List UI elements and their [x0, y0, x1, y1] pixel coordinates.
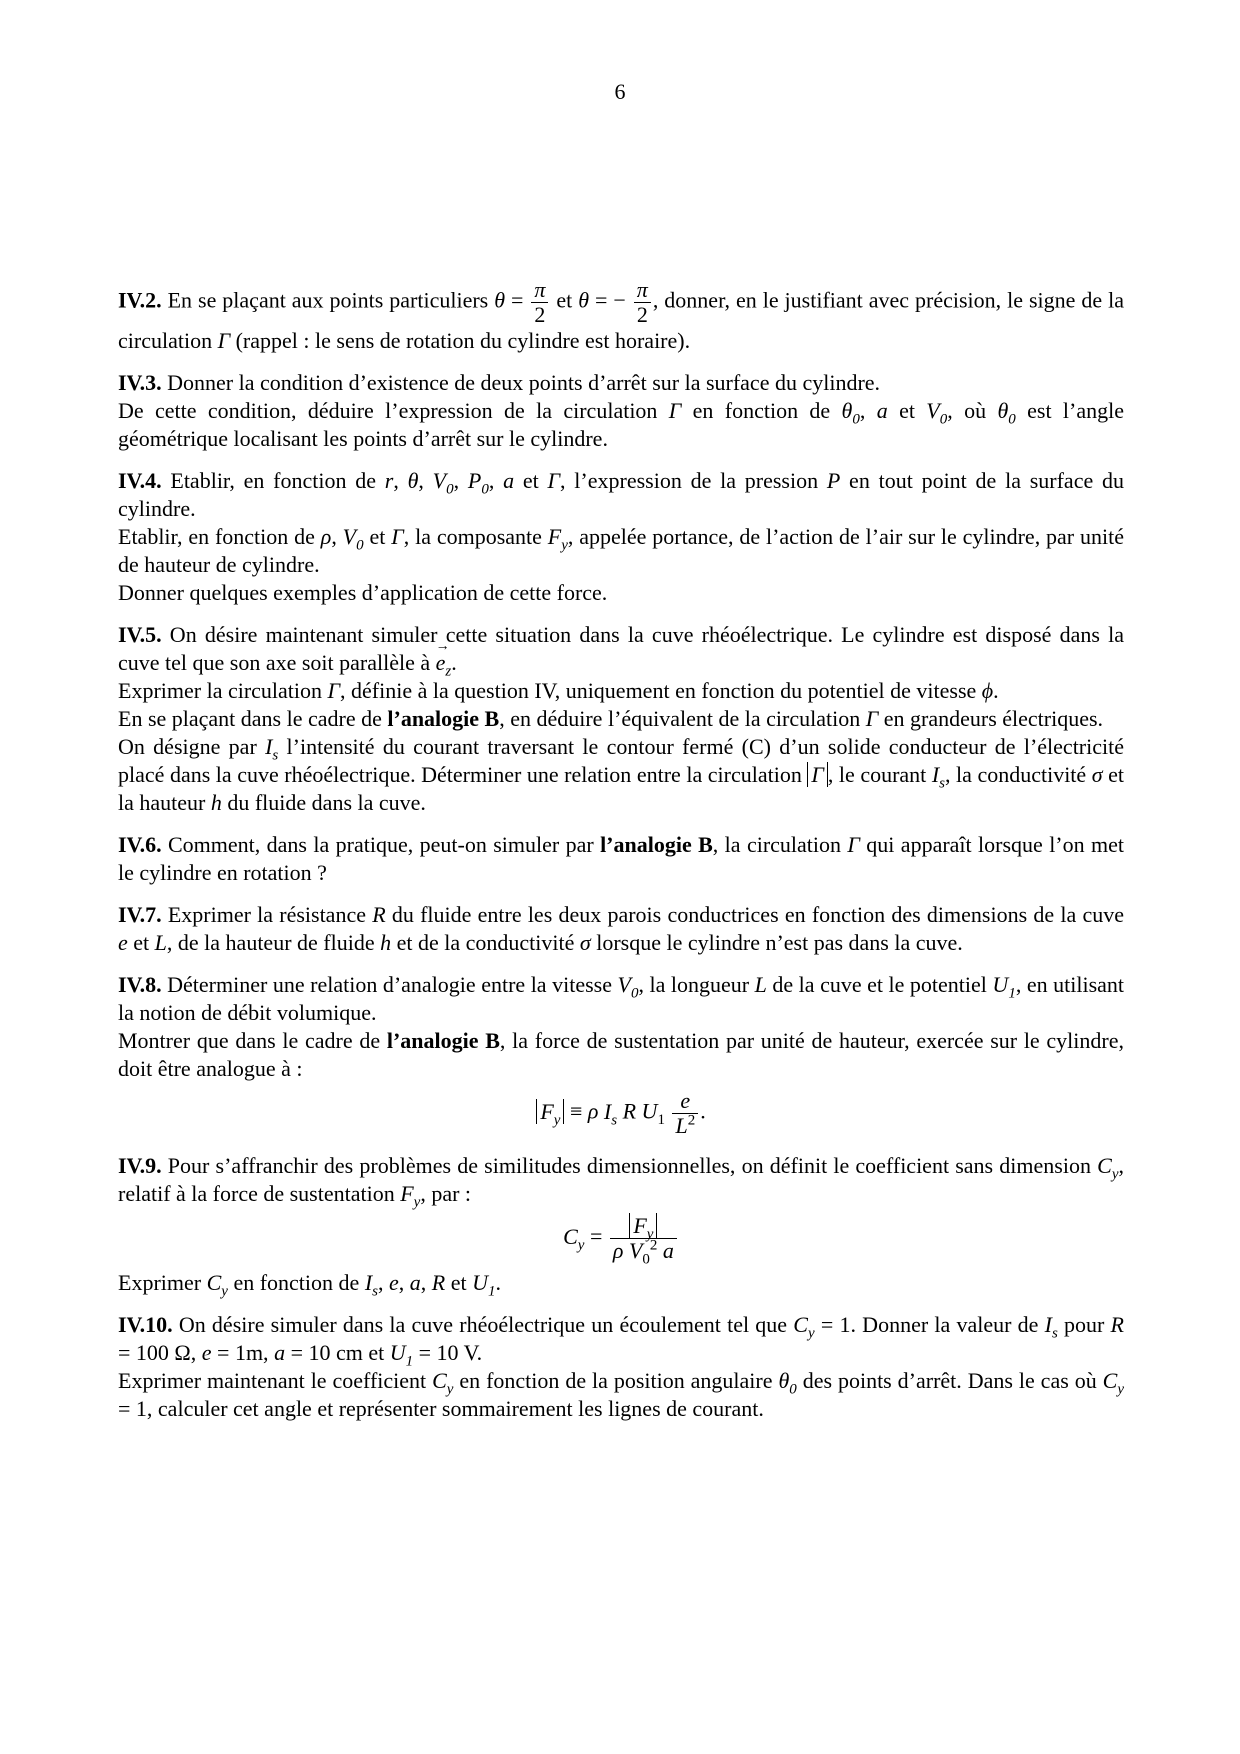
question-id: IV.8. — [118, 972, 162, 997]
question-id: IV.10. — [118, 1312, 173, 1337]
question-iv3: IV.3. Donner la condition d’existence de deux points d’arrêt sur la surface du cylindre. — [118, 370, 881, 395]
question-iv7: IV.7. Exprimer la résistance R du fluide entre les deux parois conductrices en fonction des dimensions de la cuve e et L, de la hauteur de fluide h et de la conductivité σ lorsque le cylindre n’est pas dans la cuve. — [118, 902, 1124, 955]
vector-ez: → $e_z$ — [436, 649, 452, 677]
equation-fy-analogy: $F_y \equiv \rho$ $I_s$ R $U_1$ $\frac{e}{L^2}$ . — [118, 1089, 1124, 1138]
question-id: IV.3. — [118, 370, 162, 395]
question-id: IV.9. — [118, 1153, 162, 1178]
page-number: 6 — [614, 79, 626, 104]
question-iv6: IV.6. Comment, dans la pratique, peut-on simuler par l’analogie B, la circulation Γ qui apparaît lorsque l’on met le cylindre en rotation ? — [118, 832, 1125, 885]
question-id: IV.5. — [118, 622, 162, 647]
equation-cy-definition: $C_y$ = $\frac{F_y}{\rho V_0^2 a}$ — [118, 1214, 1124, 1263]
question-iv10: IV.10. On désire simuler dans la cuve rhéoélectrique un écoulement tel que $C_y = 1$. Donner la valeur de $I_s$ pour R = 100 Ω, e = 1m, a = 10 cm et $U_1 = 10$ V. — [118, 1312, 1124, 1370]
question-id: IV.7. — [118, 902, 162, 927]
question-iv5: IV.5. On désire maintenant simuler cette situation dans la cuve rhéoélectrique. Le cylindre est disposé dans la cuve tel que son axe soit parallèle à → $e_z$. — [118, 621, 1124, 677]
question-id: IV.2. — [118, 287, 162, 313]
question-id: IV.4. — [118, 468, 162, 493]
document-body: IV.2. En se plaçant aux points particuliers θ = $\frac{\pi}{2}$ et θ = − $\frac{\pi}{2}$ , donner, en le justifiant avec précision, le signe de la circulation Γ (rappel : le sens de rotation du cylindre est horaire). IV.3. Donner la condition d’existence de deux points d’arrêt sur la surface du cylindre. De cette condition, déduire l’expression de la circulation Γ en fonction de $\theta_0$, a et $V_0$, où $\theta_0$ est l’angle géométrique localisant les points d’arrêt sur le cylindre. IV.4. Etablir, en fonction de r, θ, $V_0$, $P_0$, a et Γ, l’expression de la pression P en tout point de la surface du cylindre. Etablir, en fonction de ρ, $V_0$ et Γ, la composante $F_y$, appelée portance, de l’action de l’air sur le cylindre, par unité de hauteur de cylindre. Donner quelques exemples d’application de cette force. IV.5. On désire maintenant simuler cette situation dans la cuve rhéoélectrique. Le cylindre est disposé dans la cuve tel que son axe soit parallèle à → $e_z$. Exprimer la circulation Γ, définie à la question IV, uniquement en fonction du potentiel de vitesse ϕ. En se plaçant dans le cadre de l’analogie B, en déduire l’équivalent de la circulation Γ en grandeurs électriques. On désigne par $I_s$ l’intensité du courant traversant le contour fermé (C) d’un solide conducteur de l’électricité placé dans la cuve rhéoélectrique. Déterminer une relation entre la circulation Γ , le courant $I_s$, la conductivité σ et la hauteur h du fluide dans la cuve. IV.6. Comment, dans la pratique, peut-on simuler par l’analogie B, la circulation Γ qui apparaît lorsque l’on met le cylindre en rotation ? IV.7. Exprimer la résistance R du fluide entre les deux parois conductrices en fonction des dimensions de la cuve e et L, de la hauteur de fluide h et de la conductivité σ lorsque le cylindre n’est pas dans la cuve. IV.8. Déterminer une relation d’analogie entre la vitesse $V_0$, la longueur L de la cuve et le potentiel $U_1$, en utilisant la notion de débit volumique. Montrer que dans le cadre de l’analogie B, la force de sustentation par unité de hauteur, exercée sur le cylindre, doit être analogue à : $F_y \equiv \rho$ $I_s$ R $U_1$ $\frac{e}{L^2}$ . IV.9. Pour s’affranchir des problèmes de similitudes dimensionnelles, on définit le coefficient sans dimension $C_y$, relatif à la force de sustentation $F_y$, par : $C_y$ = $\frac{F_y}{\rho V_0^2 a}$ Exprimer $C_y$ en fonction de $I_s$, e, a, R et $U_1$. IV.10. On désire simuler dans la cuve rhéoélectrique un écoulement tel que $C_y = 1$. Donner la valeur de $I_s$ pour R = 100 Ω, e = 1m, a = 10 cm et $U_1 = 10$ V. Exprimer maintenant le coefficient $C_y$ en fonction de la position angulaire $\theta_0$ des points d’arrêt. Dans le cas où $C_y = 1$, calculer cet angle et représenter sommairement les lignes de courant. — [118, 278, 1124, 1423]
question-iv4: IV.4. Etablir, en fonction de r, θ, $V_0$, $P_0$, a et Γ, l’expression de la pression P en tout point de la surface du cylindre. — [118, 468, 1124, 521]
question-id: IV.6. — [118, 832, 162, 857]
question-iv9: IV.9. Pour s’affranchir des problèmes de similitudes dimensionnelles, on définit le coefficient sans dimension $C_y$, relatif à la force de sustentation $F_y$, par : — [118, 1153, 1124, 1211]
question-iv8: IV.8. Déterminer une relation d’analogie entre la vitesse $V_0$, la longueur L de la cuve et le potentiel $U_1$, en utilisant la notion de débit volumique. — [118, 972, 1125, 1025]
question-iv2: IV.2. En se plaçant aux points particuliers θ = $\frac{\pi}{2}$ et θ = − $\frac{\pi}{2}$ , donner, en le justifiant avec précision, le signe de la circulation Γ (rappel : le sens de rotation du cylindre est horaire). — [118, 277, 1124, 353]
